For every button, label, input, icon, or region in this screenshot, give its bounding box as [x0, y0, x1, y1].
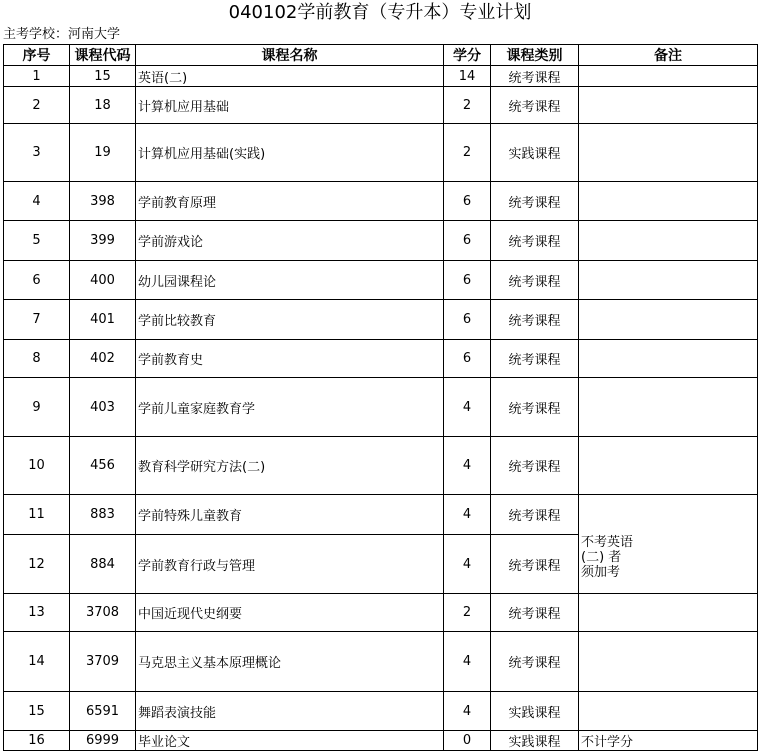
cell-seq: 1 — [4, 66, 70, 87]
header-code: 课程代码 — [70, 45, 136, 66]
cell-name: 教育科学研究方法(二) — [136, 437, 444, 495]
table-row — [4, 632, 758, 692]
cell-code: 403 — [70, 378, 136, 437]
cell-credit: 6 — [444, 261, 491, 300]
table-header-row — [4, 45, 758, 66]
table-row — [4, 66, 758, 87]
cell-name: 学前教育行政与管理 — [136, 535, 444, 594]
cell-code: 18 — [70, 87, 136, 124]
cell-name: 舞蹈表演技能 — [136, 692, 444, 731]
cell-credit: 0 — [444, 731, 491, 751]
cell-seq: 13 — [4, 594, 70, 632]
cell-name: 中国近现代史纲要 — [136, 594, 444, 632]
cell-note-exemption — [579, 495, 758, 594]
cell-note — [579, 340, 758, 378]
note-line: 须加考 — [581, 565, 621, 580]
cell-note — [579, 594, 758, 632]
cell-note — [579, 692, 758, 731]
cell-name: 毕业论文 — [136, 731, 444, 751]
cell-code: 3708 — [70, 594, 136, 632]
cell-seq: 15 — [4, 692, 70, 731]
cell-type: 统考课程 — [491, 535, 579, 594]
cell-note — [579, 182, 758, 221]
header-note: 备注 — [579, 45, 758, 66]
table-row — [4, 182, 758, 221]
note-line: 不考英语 — [581, 535, 634, 550]
cell-credit: 2 — [444, 124, 491, 182]
cell-name: 马克思主义基本原理概论 — [136, 632, 444, 692]
table-row — [4, 124, 758, 182]
table-row — [4, 221, 758, 261]
cell-credit: 14 — [444, 66, 491, 87]
table-row — [4, 378, 758, 437]
cell-credit: 6 — [444, 340, 491, 378]
cell-type: 实践课程 — [491, 731, 579, 751]
cell-code: 456 — [70, 437, 136, 495]
cell-seq: 7 — [4, 300, 70, 340]
cell-name: 学前特殊儿童教育 — [136, 495, 444, 535]
table-row — [4, 437, 758, 495]
cell-note — [579, 378, 758, 437]
cell-type: 实践课程 — [491, 124, 579, 182]
cell-note — [579, 300, 758, 340]
cell-note — [579, 261, 758, 300]
cell-type: 统考课程 — [491, 221, 579, 261]
header-type: 课程类别 — [491, 45, 579, 66]
cell-seq: 2 — [4, 87, 70, 124]
cell-seq: 14 — [4, 632, 70, 692]
cell-code: 399 — [70, 221, 136, 261]
cell-type: 统考课程 — [491, 378, 579, 437]
cell-credit: 4 — [444, 437, 491, 495]
table-row — [4, 594, 758, 632]
cell-name: 学前比较教育 — [136, 300, 444, 340]
cell-note — [579, 632, 758, 692]
cell-credit: 6 — [444, 300, 491, 340]
cell-seq: 10 — [4, 437, 70, 495]
note-line: (二) 者 — [581, 550, 622, 565]
cell-credit: 6 — [444, 182, 491, 221]
cell-code: 15 — [70, 66, 136, 87]
table-row — [4, 495, 758, 535]
cell-code: 398 — [70, 182, 136, 221]
cell-name: 学前教育史 — [136, 340, 444, 378]
table-row — [4, 261, 758, 300]
cell-code: 401 — [70, 300, 136, 340]
cell-seq: 12 — [4, 535, 70, 594]
header-credit: 学分 — [444, 45, 491, 66]
cell-seq: 8 — [4, 340, 70, 378]
cell-credit: 4 — [444, 692, 491, 731]
cell-credit: 4 — [444, 495, 491, 535]
course-plan-table — [3, 44, 758, 751]
table-row — [4, 87, 758, 124]
cell-name: 计算机应用基础 — [136, 87, 444, 124]
table-row — [4, 300, 758, 340]
cell-code: 883 — [70, 495, 136, 535]
cell-name: 英语(二) — [136, 66, 444, 87]
cell-credit: 4 — [444, 378, 491, 437]
cell-type: 实践课程 — [491, 692, 579, 731]
cell-code: 884 — [70, 535, 136, 594]
cell-name: 学前教育原理 — [136, 182, 444, 221]
cell-seq: 16 — [4, 731, 70, 751]
cell-code: 402 — [70, 340, 136, 378]
cell-note-thesis: 不计学分 — [579, 731, 758, 751]
cell-type: 统考课程 — [491, 66, 579, 87]
cell-code: 6999 — [70, 731, 136, 751]
cell-seq: 3 — [4, 124, 70, 182]
cell-credit: 4 — [444, 632, 491, 692]
cell-name: 幼儿园课程论 — [136, 261, 444, 300]
table-row — [4, 340, 758, 378]
cell-code: 3709 — [70, 632, 136, 692]
cell-note — [579, 221, 758, 261]
cell-code: 400 — [70, 261, 136, 300]
cell-credit: 2 — [444, 594, 491, 632]
cell-name: 计算机应用基础(实践) — [136, 124, 444, 182]
cell-code: 19 — [70, 124, 136, 182]
cell-type: 统考课程 — [491, 261, 579, 300]
header-seq: 序号 — [4, 45, 70, 66]
cell-type: 统考课程 — [491, 300, 579, 340]
table-row — [4, 731, 758, 751]
cell-seq: 9 — [4, 378, 70, 437]
table-row — [4, 692, 758, 731]
cell-code: 6591 — [70, 692, 136, 731]
cell-seq: 11 — [4, 495, 70, 535]
cell-type: 统考课程 — [491, 594, 579, 632]
cell-type: 统考课程 — [491, 437, 579, 495]
cell-note — [579, 437, 758, 495]
cell-note — [579, 124, 758, 182]
cell-credit: 2 — [444, 87, 491, 124]
header-name: 课程名称 — [136, 45, 444, 66]
cell-credit: 6 — [444, 221, 491, 261]
cell-type: 统考课程 — [491, 632, 579, 692]
cell-type: 统考课程 — [491, 495, 579, 535]
cell-type: 统考课程 — [491, 87, 579, 124]
cell-type: 统考课程 — [491, 182, 579, 221]
cell-name: 学前儿童家庭教育学 — [136, 378, 444, 437]
cell-note — [579, 87, 758, 124]
cell-seq: 4 — [4, 182, 70, 221]
cell-name: 学前游戏论 — [136, 221, 444, 261]
cell-note — [579, 66, 758, 87]
cell-seq: 6 — [4, 261, 70, 300]
page-title: 040102学前教育（专升本）专业计划 — [228, 2, 532, 23]
cell-seq: 5 — [4, 221, 70, 261]
cell-type: 统考课程 — [491, 340, 579, 378]
school-label: 主考学校：河南大学 — [3, 27, 121, 42]
cell-credit: 4 — [444, 535, 491, 594]
